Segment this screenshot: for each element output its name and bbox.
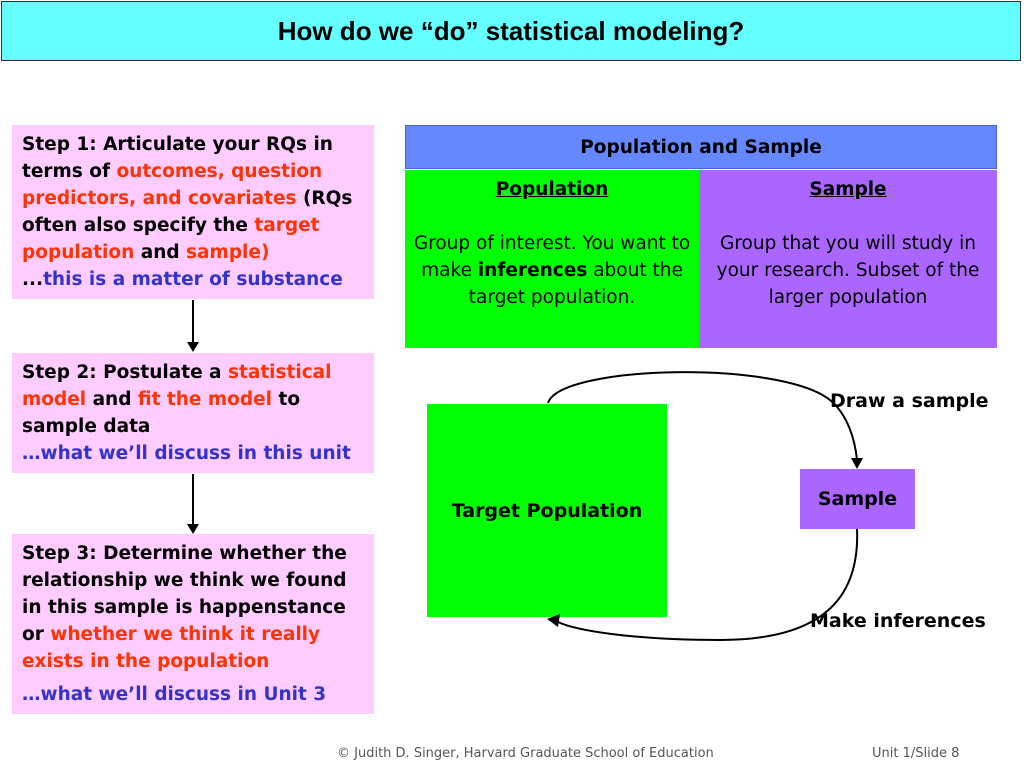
step-3-highlight: whether we think it really exists in the population (22, 624, 321, 672)
table-header-label: Population and Sample (580, 136, 822, 158)
step-2-text-2: to sample data (22, 389, 301, 437)
make-inferences-label: Make inferences (810, 610, 986, 632)
step-1-text: Step 1: Articulate your RQs in terms of (22, 134, 333, 182)
step-1-sample: sample) (186, 242, 270, 263)
sample-box-label: Sample (817, 488, 898, 510)
step-3-note: …what we’ll discuss in Unit 3 (22, 684, 327, 705)
slide-title: How do we “do” statistical modeling? (277, 15, 745, 46)
step-1-and: and (134, 242, 187, 263)
target-population-label: Target Population (451, 499, 643, 522)
draw-sample-arrow (548, 372, 857, 460)
sample-text: Group that you will study in your research. Subset of the larger population (716, 233, 980, 308)
population-text: Group of interest. You want to make (413, 233, 691, 281)
step-1-note: this is a matter of substance (43, 269, 343, 290)
population-title: Population (495, 179, 609, 200)
population-text-2: about the target population. (468, 260, 683, 308)
step-1-target-population: target population (22, 215, 320, 263)
step-2-text: Step 2: Postulate a (22, 362, 228, 383)
draw-arrowhead-icon (851, 458, 863, 469)
footer-copyright: © Judith D. Singer, Harvard Graduate School of Education (337, 746, 714, 761)
sample-title: Sample (809, 179, 887, 200)
step-2-fit: fit the model (137, 389, 273, 410)
infer-arrowhead-icon (547, 614, 560, 627)
draw-sample-label: Draw a sample (830, 390, 989, 412)
step-1-ellipsis: ... (22, 269, 44, 290)
step-1-text-2: (RQs often also specify the (22, 188, 353, 236)
step-1-highlight: outcomes, question predictors, and covariates (22, 161, 323, 209)
step-2-note: …what we’ll discuss in this unit (22, 443, 351, 464)
step-2-model: statistical model (22, 362, 332, 410)
step-3-text: Step 3: Determine whether the relationship we think we found in this sample is happenstance or (22, 543, 347, 645)
population-inferences: inferences (477, 260, 588, 281)
footer-slide-number: Unit 1/Slide 8 (872, 746, 960, 761)
step-2-and: and (86, 389, 138, 410)
